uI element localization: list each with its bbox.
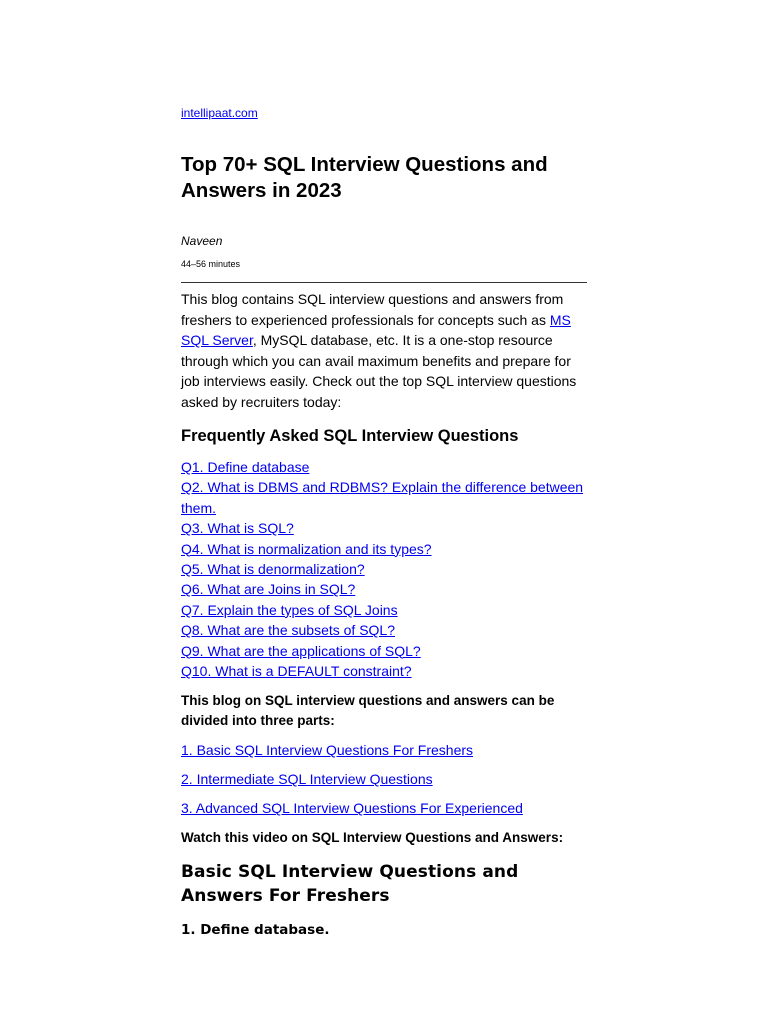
page-title: Top 70+ SQL Interview Questions and Answers in 2023 — [181, 153, 548, 202]
author-name: Naveen — [181, 234, 223, 248]
part-item — [181, 740, 587, 760]
part-link-intermediate[interactable]: 2. Intermediate SQL Interview Questions — [181, 771, 433, 788]
question-link-5[interactable]: Q5. What is denormalization? — [181, 561, 365, 578]
intro-paragraph — [181, 289, 587, 412]
source-link[interactable]: intellipaat.com — [181, 106, 258, 120]
divider — [181, 282, 587, 283]
question-link-4[interactable]: Q4. What is normalization and its types? — [181, 540, 432, 557]
question-link-10[interactable]: Q10. What is a DEFAULT constraint? — [181, 663, 412, 680]
parts-note: This blog on SQL interview questions and answers can be divided into three parts: — [181, 693, 555, 729]
first-question-heading: 1. Define database. — [181, 922, 330, 939]
list-item — [181, 477, 587, 518]
faq-heading: Frequently Asked SQL Interview Questions — [181, 427, 519, 445]
question-link-7[interactable]: Q7. Explain the types of SQL Joins — [181, 601, 398, 618]
list-item — [181, 457, 587, 477]
list-item — [181, 518, 587, 538]
list-item — [181, 600, 587, 620]
intro-text-before: This blog contains SQL interview questions and answers from freshers to experienced professionals for concepts such as — [181, 291, 564, 328]
ms-sql-server-link[interactable]: MS SQL Server — [181, 311, 571, 348]
list-item — [181, 579, 587, 599]
question-link-1[interactable]: Q1. Define database — [181, 459, 310, 475]
question-link-6[interactable]: Q6. What are Joins in SQL? — [181, 581, 356, 598]
list-item — [181, 641, 587, 661]
section-heading: Basic SQL Interview Questions and Answers For Freshers — [181, 862, 519, 907]
question-link-2[interactable]: Q2. What is DBMS and RDBMS? Explain the difference between them. — [181, 479, 584, 516]
part-link-basic[interactable]: 1. Basic SQL Interview Questions For Freshers — [181, 742, 474, 759]
question-link-8[interactable]: Q8. What are the subsets of SQL? — [181, 622, 395, 639]
list-item — [181, 620, 587, 640]
question-link-9[interactable]: Q9. What are the applications of SQL? — [181, 642, 421, 659]
part-item — [181, 769, 587, 789]
intro-text-after: , MySQL database, etc. It is a one-stop resource through which you can avail maximum benefits and prepare for job interviews easily. Check out the top SQL interview questions asked by recruiters today: — [181, 332, 577, 410]
part-link-advanced[interactable]: 3. Advanced SQL Interview Questions For Experienced — [181, 800, 523, 817]
question-link-3[interactable]: Q3. What is SQL? — [181, 520, 294, 537]
question-list — [181, 457, 587, 681]
list-item — [181, 539, 587, 559]
article-content — [181, 104, 587, 940]
read-time: 44–56 minutes — [181, 259, 241, 269]
part-item — [181, 798, 587, 818]
list-item — [181, 559, 587, 579]
watch-video-note: Watch this video on SQL Interview Questions and Answers: — [181, 830, 564, 846]
list-item — [181, 661, 587, 681]
